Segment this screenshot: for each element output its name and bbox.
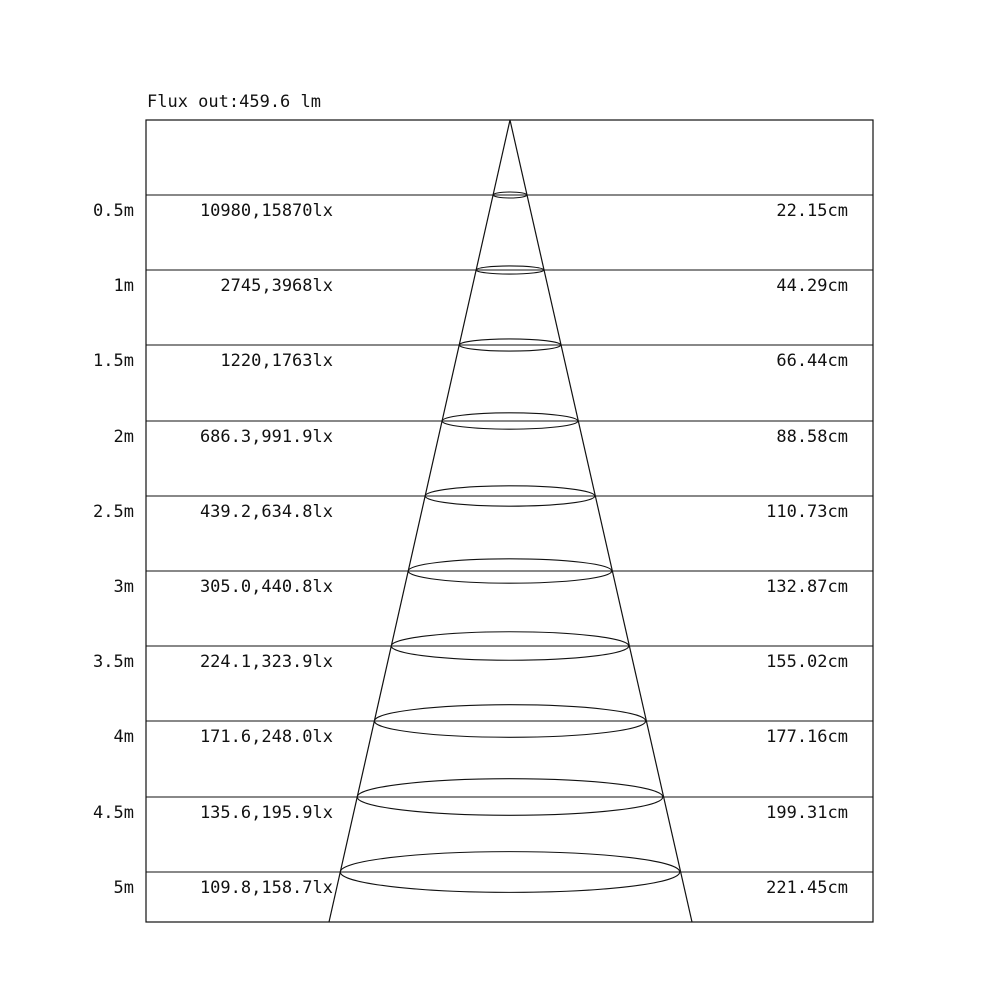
- diameter-label: 199.31cm: [766, 803, 848, 823]
- distance-label: 3m: [113, 577, 134, 597]
- distance-label: 1.5m: [93, 351, 134, 371]
- distance-label: 4m: [113, 727, 134, 747]
- flux-label: Flux out:459.6 lm: [147, 92, 321, 112]
- illuminance-label: 686.3,991.9lx: [199, 427, 333, 447]
- illuminance-label: 439.2,634.8lx: [199, 502, 333, 522]
- illuminance-label: 171.6,248.0lx: [199, 727, 333, 747]
- diameter-label: 155.02cm: [766, 652, 848, 672]
- distance-label: 3.5m: [93, 652, 134, 672]
- distance-label: 1m: [113, 276, 134, 296]
- illuminance-label: 135.6,195.9lx: [199, 803, 333, 823]
- beam-cone-right: [510, 120, 692, 922]
- diameter-label: 66.44cm: [776, 351, 848, 371]
- beam-cone-left: [329, 120, 510, 922]
- illuminance-label: 10980,15870lx: [199, 201, 333, 221]
- diameter-label: 110.73cm: [766, 502, 848, 522]
- distance-label: 0.5m: [93, 201, 134, 221]
- diameter-label: 44.29cm: [776, 276, 848, 296]
- diameter-label: 88.58cm: [776, 427, 848, 447]
- illuminance-label: 305.0,440.8lx: [199, 577, 333, 597]
- illuminance-label: 1220,1763lx: [220, 351, 333, 371]
- distance-label: 5m: [113, 878, 134, 898]
- diameter-label: 177.16cm: [766, 727, 848, 747]
- distance-label: 2.5m: [93, 502, 134, 522]
- diameter-label: 132.87cm: [766, 577, 848, 597]
- distance-label: 2m: [113, 427, 134, 447]
- diameter-label: 221.45cm: [766, 878, 848, 898]
- distance-label: 4.5m: [93, 803, 134, 823]
- illuminance-label: 2745,3968lx: [220, 276, 333, 296]
- illuminance-label: 224.1,323.9lx: [199, 652, 333, 672]
- diameter-label: 22.15cm: [776, 201, 848, 221]
- illuminance-label: 109.8,158.7lx: [199, 878, 333, 898]
